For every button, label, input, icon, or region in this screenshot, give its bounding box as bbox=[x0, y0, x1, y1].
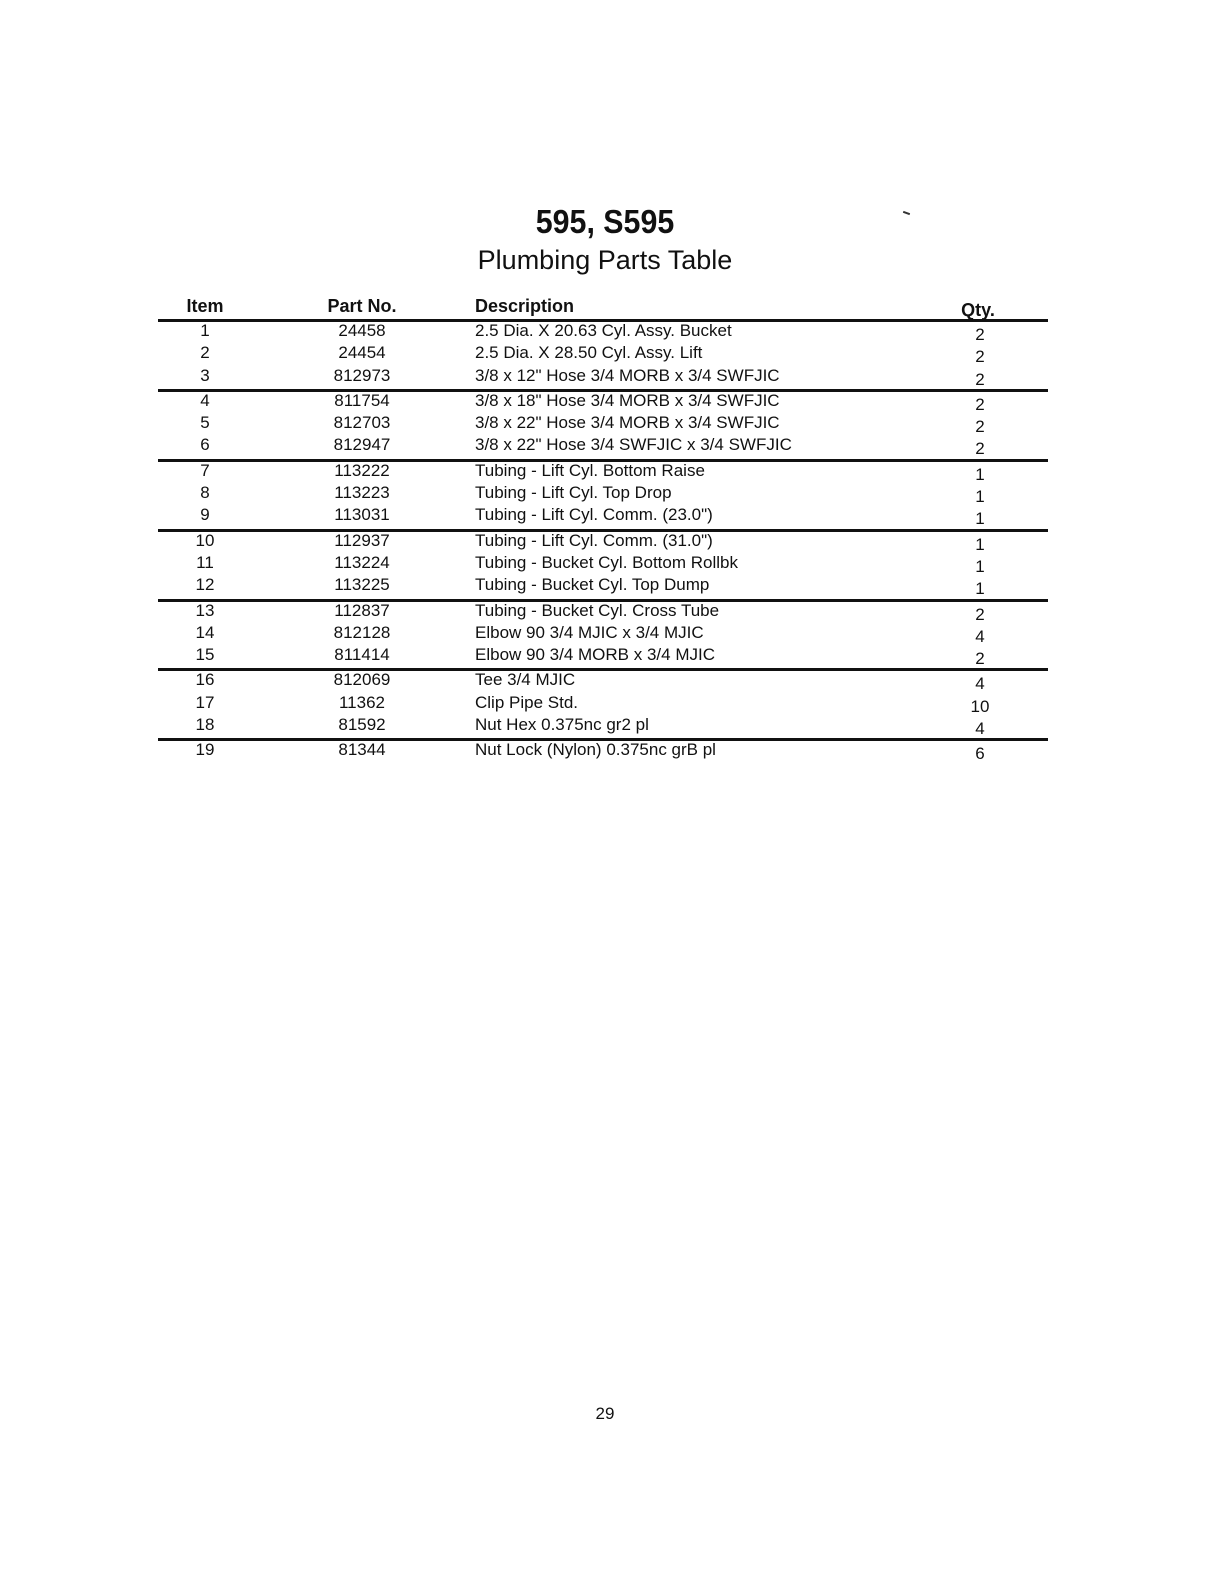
row-group bbox=[158, 319, 1048, 389]
cell-description: Tubing - Bucket Cyl. Bottom Rollbk bbox=[475, 552, 738, 572]
cell-qty: 1 bbox=[975, 487, 985, 507]
cell-part-no: 113223 bbox=[334, 483, 390, 503]
row-group bbox=[158, 459, 1048, 529]
cell-description: 3/8 x 12" Hose 3/4 MORB x 3/4 SWFJIC bbox=[475, 365, 780, 385]
parts-table bbox=[158, 294, 1048, 764]
cell-qty: 4 bbox=[975, 626, 985, 646]
page-number: 29 bbox=[595, 1404, 615, 1423]
cell-item: 4 bbox=[200, 390, 210, 410]
cell-item: 10 bbox=[195, 530, 215, 550]
table-row bbox=[158, 322, 1048, 344]
table-row bbox=[158, 367, 1048, 389]
cell-qty: 1 bbox=[975, 556, 985, 576]
cell-part-no: 113222 bbox=[334, 460, 390, 480]
row-group bbox=[158, 389, 1048, 459]
cell-item: 5 bbox=[200, 413, 210, 433]
cell-part-no: 24458 bbox=[338, 321, 386, 340]
header-qty: Qty. bbox=[961, 300, 995, 320]
header-description: Description bbox=[475, 296, 575, 316]
cell-item: 17 bbox=[195, 692, 215, 712]
cell-qty: 2 bbox=[975, 347, 985, 367]
table-row bbox=[158, 414, 1048, 436]
table-row bbox=[158, 671, 1048, 693]
cell-item: 9 bbox=[200, 505, 210, 525]
cell-description: Tubing - Lift Cyl. Bottom Raise bbox=[475, 460, 705, 480]
cell-description: Nut Hex 0.375nc gr2 pl bbox=[475, 715, 649, 735]
cell-part-no: 112937 bbox=[334, 530, 390, 550]
table-row bbox=[158, 462, 1048, 484]
cell-description: Tubing - Bucket Cyl. Top Dump bbox=[475, 575, 710, 595]
cell-item: 16 bbox=[195, 670, 215, 690]
cell-qty: 6 bbox=[975, 744, 985, 764]
cell-qty: 1 bbox=[975, 534, 985, 554]
cell-description: 3/8 x 22" Hose 3/4 SWFJIC x 3/4 SWFJIC bbox=[475, 435, 792, 455]
table-row bbox=[158, 344, 1048, 366]
table-row bbox=[158, 532, 1048, 554]
table-row bbox=[158, 484, 1048, 506]
cell-part-no: 81344 bbox=[338, 740, 386, 760]
cell-description: Nut Lock (Nylon) 0.375nc grB pl bbox=[475, 740, 716, 760]
page-title: 595, S595 bbox=[535, 203, 675, 240]
cell-item: 12 bbox=[195, 575, 215, 595]
cell-description: 2.5 Dia. X 20.63 Cyl. Assy. Bucket bbox=[475, 321, 732, 340]
cell-item: 11 bbox=[196, 552, 214, 572]
cell-qty: 2 bbox=[975, 649, 985, 669]
row-group bbox=[158, 738, 1048, 763]
row-group bbox=[158, 668, 1048, 738]
table-row bbox=[158, 554, 1048, 576]
cell-qty: 10 bbox=[970, 696, 990, 716]
cell-part-no: 812703 bbox=[333, 413, 391, 433]
cell-description: Elbow 90 3/4 MORB x 3/4 MJIC bbox=[475, 645, 715, 665]
header-part-no: Part No. bbox=[327, 296, 397, 316]
table-body bbox=[158, 319, 1048, 764]
cell-part-no: 811414 bbox=[334, 645, 390, 665]
table-row bbox=[158, 576, 1048, 598]
cell-qty: 2 bbox=[975, 604, 985, 624]
row-group bbox=[158, 529, 1048, 599]
cell-part-no: 24454 bbox=[338, 343, 386, 363]
table-row bbox=[158, 694, 1048, 716]
table-header bbox=[158, 294, 1048, 319]
cell-item: 14 bbox=[195, 622, 215, 642]
cell-description: 3/8 x 18" Hose 3/4 MORB x 3/4 SWFJIC bbox=[475, 390, 780, 410]
table-row bbox=[158, 602, 1048, 624]
cell-item: 19 bbox=[195, 740, 215, 760]
cell-description: 2.5 Dia. X 28.50 Cyl. Assy. Lift bbox=[475, 343, 703, 363]
cell-item: 13 bbox=[195, 600, 215, 620]
cell-qty: 2 bbox=[975, 394, 985, 414]
cell-qty: 4 bbox=[975, 719, 985, 739]
header-item: Item bbox=[186, 296, 224, 316]
cell-description: Tee 3/4 MJIC bbox=[475, 670, 576, 690]
cell-description: 3/8 x 22" Hose 3/4 MORB x 3/4 SWFJIC bbox=[475, 413, 780, 433]
page-subtitle: Plumbing Parts Table bbox=[477, 245, 733, 275]
cell-part-no: 112837 bbox=[334, 600, 390, 620]
cell-description: Tubing - Lift Cyl. Top Drop bbox=[475, 483, 672, 503]
cell-item: 1 bbox=[200, 321, 210, 340]
cell-item: 6 bbox=[200, 435, 210, 455]
cell-item: 18 bbox=[195, 715, 215, 735]
cell-part-no: 812069 bbox=[333, 670, 391, 690]
table-row bbox=[158, 436, 1048, 458]
cell-part-no: 812128 bbox=[333, 622, 391, 642]
cell-part-no: 113225 bbox=[334, 575, 390, 595]
cell-description: Elbow 90 3/4 MJIC x 3/4 MJIC bbox=[475, 622, 704, 642]
cell-qty: 2 bbox=[975, 439, 985, 459]
table-row bbox=[158, 646, 1048, 668]
cell-qty: 1 bbox=[975, 509, 985, 529]
table-row bbox=[158, 506, 1048, 528]
cell-description: Clip Pipe Std. bbox=[475, 692, 578, 712]
cell-item: 15 bbox=[195, 645, 215, 665]
cell-part-no: 113031 bbox=[334, 505, 390, 525]
cell-part-no: 812973 bbox=[333, 365, 391, 385]
table-row bbox=[158, 624, 1048, 646]
cell-item: 2 bbox=[200, 343, 210, 363]
table-row bbox=[158, 716, 1048, 738]
cell-part-no: 812947 bbox=[333, 435, 391, 455]
cell-description: Tubing - Lift Cyl. Comm. (23.0") bbox=[475, 505, 713, 525]
row-group bbox=[158, 599, 1048, 669]
cell-description: Tubing - Bucket Cyl. Cross Tube bbox=[475, 600, 720, 620]
table-row bbox=[158, 741, 1048, 763]
cell-part-no: 81592 bbox=[338, 715, 386, 735]
cell-part-no: 113224 bbox=[334, 552, 390, 572]
cell-qty: 4 bbox=[975, 674, 985, 694]
table-row bbox=[158, 392, 1048, 414]
cell-qty: 2 bbox=[975, 369, 985, 389]
cell-qty: 1 bbox=[975, 464, 985, 484]
cell-item: 7 bbox=[200, 460, 210, 480]
cell-qty: 2 bbox=[975, 325, 985, 344]
cell-part-no: 811754 bbox=[334, 390, 390, 410]
cell-item: 8 bbox=[200, 483, 210, 503]
cell-qty: 2 bbox=[975, 417, 985, 437]
cell-item: 3 bbox=[200, 365, 210, 385]
cell-description: Tubing - Lift Cyl. Comm. (31.0") bbox=[475, 530, 713, 550]
cell-qty: 1 bbox=[975, 579, 985, 599]
cell-part-no: 11362 bbox=[338, 692, 385, 712]
